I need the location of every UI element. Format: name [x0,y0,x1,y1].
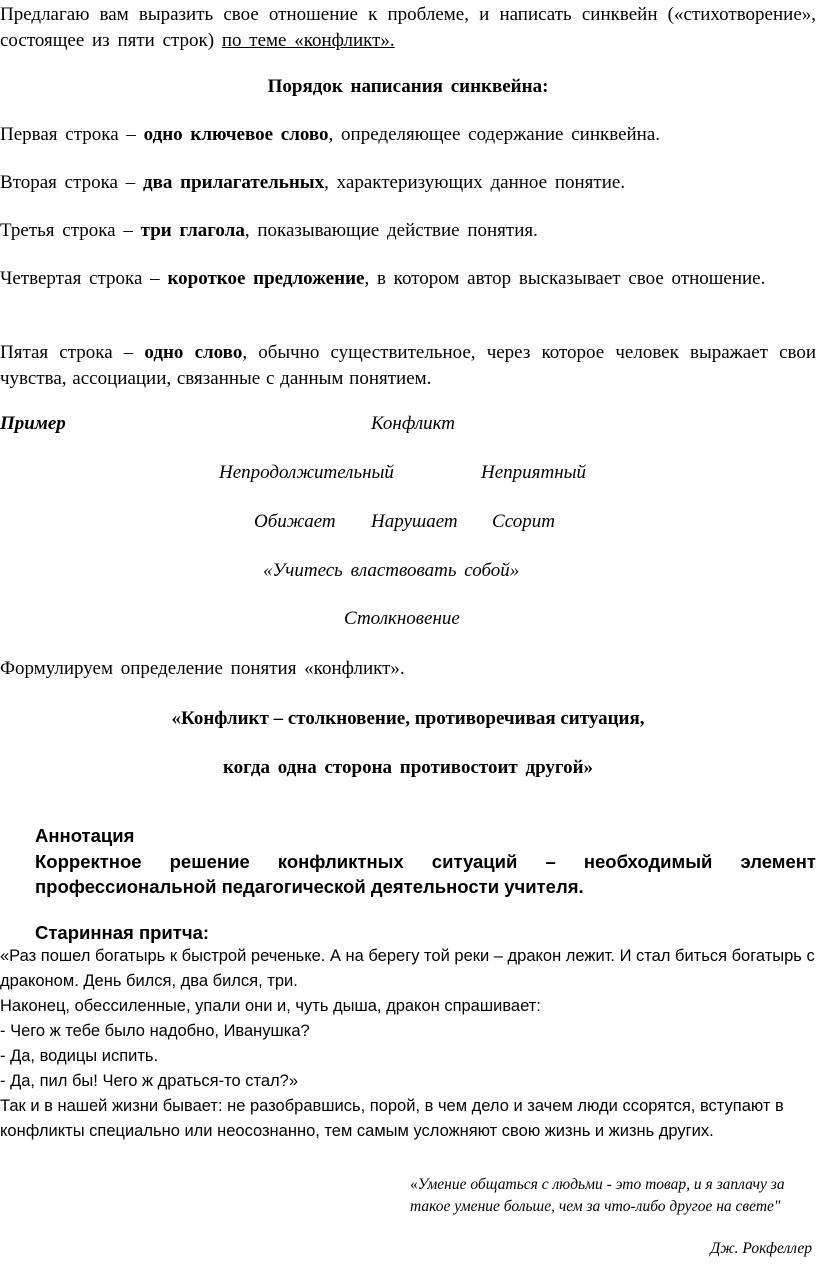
line-5-bold: одно слово [144,342,243,363]
definition-line-2 [0,755,816,781]
line-5 [0,340,816,392]
definition-line-1 [0,706,816,732]
parable-title: Старинная притча: [35,922,210,943]
line-4 [0,266,816,292]
line-1-suffix: , определяющее содержание синквейна. [328,124,661,145]
annotation-text: Корректное решение конфликтных ситуаций – необходимый элемент профессиональной педагогической деятельности учителя. [35,851,816,897]
line-1-prefix: Первая строка – [0,124,144,145]
definition-line-2-text: когда одна сторона противостоит другой» [222,757,594,778]
example-phrase-text: «Учитесь властвовать собой» [263,560,520,581]
line-3-bold: три глагола [140,220,245,241]
parable-paragraph-1: «Раз пошел богатырь к быстрой реченьке. А на берегу той реки – дракон лежит. И стал биться богатырь с драконом. День бился, два бился, три. [0,947,815,990]
example-adjective-1-text: Непродолжительный [219,462,394,483]
annotation-title: Аннотация [35,825,135,846]
parable-paragraph-5: - Да, пил бы! Чего ж драться-то стал?» [0,1072,299,1090]
line-2 [0,170,816,196]
line-5-prefix: Пятая строка – [0,342,145,363]
intro-topic: по теме «конфликт». [221,30,395,51]
parable-paragraph-2: Наконец, обессиленные, упали они и, чуть дыша, дракон спрашивает: [0,997,541,1015]
intro-text: Предлагаю вам выразить свое отношение к проблеме, и написать синквейн («стихотворение», состоящее из пяти строк) [0,4,816,51]
example-adjective-2 [481,460,586,486]
example-label [0,411,66,437]
order-heading-text: Порядок написания синквейна: [267,76,549,97]
example-verb-3-text: Ссорит [492,511,555,532]
line-2-prefix: Вторая строка – [0,172,143,193]
line-4-suffix: , в котором автор высказывает свое отношение. [364,268,766,289]
quote-text: Умение общаться с людьми - это товар, и я заплачу за такое умение больше, чем за что-либо другое на свете" [410,1176,785,1215]
parable-body [0,944,816,1144]
line-2-bold: два прилагательных [143,172,325,193]
line-1 [0,122,816,148]
line-2-suffix: , характеризующих данное понятие. [324,172,626,193]
quote-block [410,1174,816,1218]
line-4-bold: короткое предложение [167,268,365,289]
example-word-text: Конфликт [371,413,455,434]
example-word [371,411,455,437]
parable-paragraph-4: - Да, водицы испить. [0,1047,159,1065]
line-3 [0,218,816,244]
example-verb-2-text: Нарушает [371,511,458,532]
order-heading [0,74,816,100]
example-label-text: Пример [0,413,66,434]
example-phrase [263,558,519,584]
example-verb-1 [254,509,336,535]
example-verb-3 [492,509,555,535]
definition-line-1-text: «Конфликт – столкновение, противоречивая ситуация, [171,708,645,729]
line-3-suffix: , показывающие действие понятия. [244,220,538,241]
example-verb-1-text: Обижает [254,511,336,532]
example-final-text: Столкновение [344,608,460,629]
example-adjective-2-text: Неприятный [481,462,587,483]
line-1-bold: одно ключевое слово [143,124,329,145]
line-5-suffix: , обычно существительное, через которое человек выражает свои чувства, ассоциации, связанные с данным понятием. [0,342,816,389]
parable-paragraph-6: Так и в нашей жизни бывает: не разобравшись, порой, в чем дело и зачем люди ссорятся, вступают в конфликты специально или неосознанно, тем самым усложняют свою жизнь и жизнь других. [0,1097,784,1140]
example-verb-2 [371,509,458,535]
formulate-text: Формулируем определение понятия «конфликт». [0,658,405,679]
quote-author-text: Дж. Рокфеллер [710,1240,812,1257]
line-4-prefix: Четвертая строка – [0,268,168,289]
example-final [344,606,460,632]
intro-paragraph [0,2,816,54]
quote-open-mark: « [410,1176,418,1193]
parable-paragraph-3: - Чего ж тебе было надобно, Иванушка? [0,1022,310,1040]
line-3-prefix: Третья строка – [0,220,141,241]
example-adjective-1 [219,460,394,486]
quote-author [710,1238,812,1260]
